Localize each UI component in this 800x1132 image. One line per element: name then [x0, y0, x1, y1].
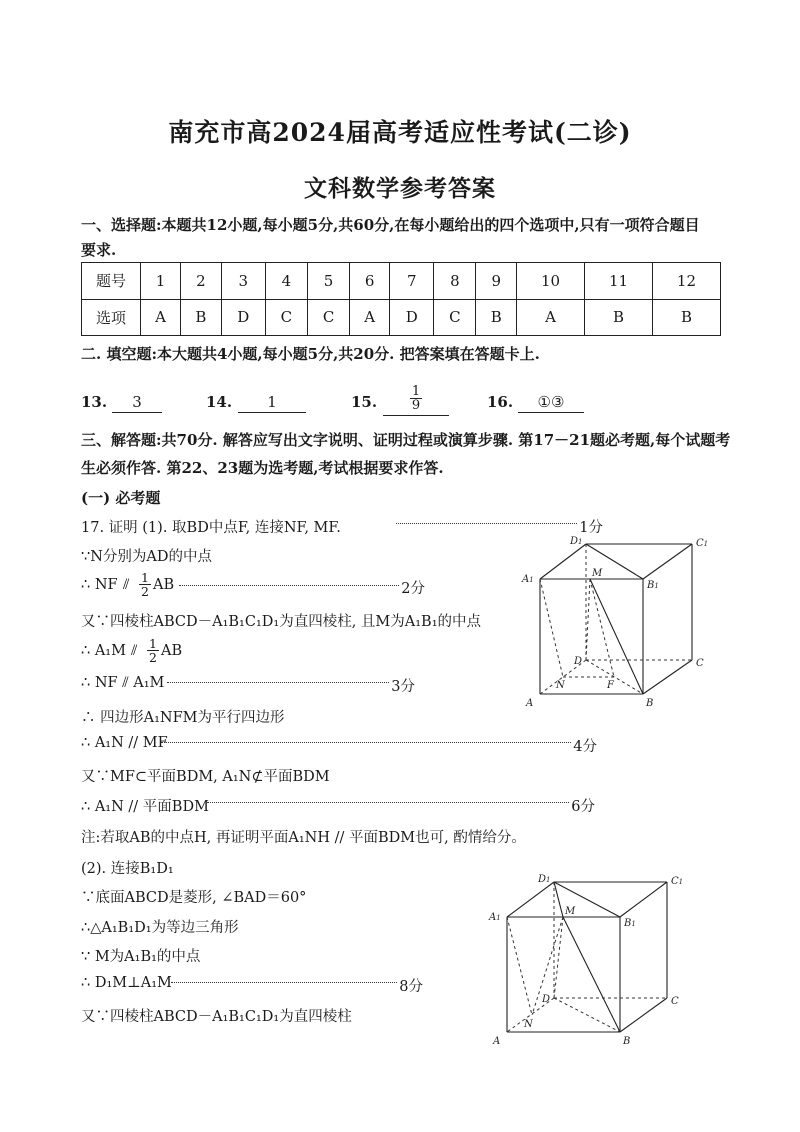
line-md	[586, 579, 590, 660]
fraction-denominator: 2	[149, 650, 157, 665]
q13-label: 13.	[81, 393, 108, 411]
edge-bc	[643, 660, 692, 694]
label-b: B	[646, 698, 654, 709]
label-n: N	[524, 1019, 533, 1030]
label-c: C	[671, 996, 679, 1007]
edge-d1a1	[540, 544, 586, 579]
leader-dots	[167, 682, 389, 683]
line-mf	[590, 579, 614, 677]
q17-line3	[81, 571, 425, 599]
table-cell: C	[434, 299, 476, 336]
label-d1: D1	[538, 874, 551, 885]
table-cell: 5	[307, 263, 349, 300]
table-cell: A	[141, 299, 181, 336]
score: 4分	[573, 739, 597, 755]
line-db	[554, 998, 620, 1032]
fraction-numerator: 1	[149, 636, 157, 651]
table-cell: 4	[265, 263, 307, 300]
q16-answer: ①③	[518, 393, 584, 413]
q17-line10-text: ∴ A₁N // 平面BDM	[81, 799, 209, 815]
q17-p2-line5	[81, 975, 423, 995]
table-cell: 12	[652, 263, 720, 300]
table-cell: 1	[141, 263, 181, 300]
section3-line1: 三、解答题:共70分. 解答应写出文字说明、证明过程或演算步骤. 第17－21题必考题,每个试题考	[81, 431, 731, 449]
leader-dots	[161, 742, 571, 743]
line-d1b1	[554, 882, 620, 917]
q17-p2-line5-text: ∴ D₁M⊥A₁M	[81, 975, 172, 991]
score: 8分	[399, 979, 423, 995]
label-f: F	[607, 680, 614, 691]
line-a1n	[540, 579, 563, 677]
label-a1: A1	[489, 912, 501, 923]
q17-p2-line1: (2). 连接B₁D₁	[81, 861, 174, 877]
page-subtitle: 文科数学参考答案	[304, 175, 496, 202]
q17-p2-line6: 又∵四棱柱ABCD－A₁B₁C₁D₁为直四棱柱	[81, 1009, 352, 1025]
q15-numerator: 1	[411, 384, 421, 399]
table-cell: D	[390, 299, 434, 336]
q14-answer: 1	[238, 393, 306, 413]
table-cell: 10	[517, 263, 585, 300]
q17-line1-text: 17. 证明 (1). 取BD中点F, 连接NF, MF.	[81, 520, 341, 536]
prism-figure-2	[487, 868, 692, 1048]
table-header-cell: 选项	[82, 299, 141, 336]
label-d: D	[542, 994, 551, 1005]
table-cell: B	[181, 299, 222, 336]
section1-line1: 一、选择题:本题共12小题,每小题5分,共60分,在每小题给出的四个选项中,只有一项符合题目	[81, 216, 700, 234]
label-d: D	[574, 656, 583, 667]
edge-b1c1	[620, 882, 667, 917]
table-cell: A	[350, 299, 390, 336]
parallel-equal-sign: ⫽	[123, 577, 130, 593]
label-a: A	[526, 698, 534, 709]
q15-fraction	[410, 385, 422, 412]
q17-line3-post: AB	[153, 577, 175, 593]
table-cell: C	[307, 299, 349, 336]
q15-label: 15.	[351, 393, 378, 411]
q17-line4: 又∵四棱柱ABCD－A₁B₁C₁D₁为直四棱柱, 且M为A₁B₁的中点	[81, 614, 482, 630]
line-a1n	[507, 917, 532, 1015]
q17-line5	[81, 637, 281, 665]
leader-dots	[396, 523, 577, 524]
q14-label: 14.	[206, 393, 233, 411]
label-a: A	[493, 1036, 501, 1047]
q17-line6-text: ∴ NF ⫽ A₁M	[81, 675, 165, 691]
section3-line2: 生必须作答. 第22、23题为选考题,考试根据要求作答.	[81, 459, 444, 477]
q16-label: 16.	[487, 393, 514, 411]
label-d1: D1	[570, 536, 583, 547]
label-c1: C1	[671, 876, 684, 887]
table-cell: 11	[585, 263, 653, 300]
score: 3分	[391, 679, 415, 695]
q17-line8	[81, 735, 597, 755]
line-mb	[590, 579, 643, 694]
line-d1m	[554, 882, 563, 917]
q15-denominator: 9	[411, 398, 421, 413]
label-a1: A1	[522, 574, 534, 585]
table-row-answers	[82, 299, 721, 336]
section2-heading: 二. 填空题:本大题共4小题,每小题5分,共20分. 把答案填在答题卡上.	[81, 345, 540, 363]
fraction-numerator: 1	[141, 570, 149, 585]
half-fraction	[147, 637, 159, 664]
table-cell: B	[585, 299, 653, 336]
q17-line2: ∵N分别为AD的中点	[81, 549, 213, 565]
table-cell: 7	[390, 263, 434, 300]
table-row-numbers	[82, 263, 721, 300]
label-m: M	[565, 906, 576, 917]
label-b: B	[623, 1036, 631, 1047]
table-header-cell: 题号	[82, 263, 141, 300]
q17-note: 注:若取AB的中点H, 再证明平面A₁NH // 平面BDM也可, 酌情给分。	[81, 830, 526, 846]
q17-line5-post: AB	[161, 643, 183, 659]
label-c: C	[696, 658, 704, 669]
line-mb	[563, 917, 620, 1032]
label-b1: B1	[624, 918, 636, 929]
q17-p2-line4: ∵ M为A₁B₁的中点	[81, 949, 201, 965]
table-cell: B	[476, 299, 517, 336]
q17-p2-line3: ∴△A₁B₁D₁为等边三角形	[81, 920, 239, 936]
page-title: 南充市高2024届高考适应性考试(二诊)	[168, 118, 632, 147]
q17-line7: ∴ 四边形A₁NFM为平行四边形	[81, 710, 285, 726]
parallel-equal-sign: ⫽	[131, 643, 138, 659]
half-fraction	[139, 571, 151, 598]
q17-p2-line2: ∵底面ABCD是菱形, ∠BAD＝60°	[81, 890, 307, 906]
label-n: N	[556, 680, 565, 691]
q17-line9: 又∵MF⊂平面BDM, A₁N⊄平面BDM	[81, 769, 330, 785]
q15-answer	[383, 385, 449, 416]
label-b1: B1	[647, 580, 659, 591]
leader-dots	[171, 982, 397, 983]
label-m: M	[592, 568, 603, 579]
table-cell: 3	[221, 263, 265, 300]
table-cell: 2	[181, 263, 222, 300]
edge-d1a1	[507, 882, 554, 917]
q17-line6	[81, 675, 415, 695]
table-cell: 8	[434, 263, 476, 300]
score: 2分	[401, 581, 425, 597]
q17-line8-text: ∴ A₁N // MF	[81, 735, 168, 751]
score: 1分	[579, 520, 603, 536]
leader-dots	[179, 585, 399, 586]
table-cell: 9	[476, 263, 517, 300]
table-cell: C	[265, 299, 307, 336]
edge-bc	[620, 998, 667, 1032]
table-cell: A	[517, 299, 585, 336]
section1-line2: 要求.	[81, 241, 117, 259]
edge-b1c1	[643, 544, 692, 579]
prism-figure-1	[510, 532, 715, 712]
required-heading: (一) 必考题	[81, 489, 161, 507]
q17-line10	[81, 795, 595, 816]
line-md	[554, 917, 563, 998]
q13-answer: 3	[112, 393, 162, 413]
table-cell: D	[221, 299, 265, 336]
label-c1: C1	[696, 538, 709, 549]
answer-table	[81, 262, 721, 336]
fraction-denominator: 2	[141, 584, 149, 599]
table-cell: B	[652, 299, 720, 336]
q17-line5-pre: ∴ A₁M	[81, 643, 126, 659]
table-cell: 6	[350, 263, 390, 300]
score: 6分	[571, 799, 595, 815]
q17-line3-pre: ∴ NF	[81, 577, 118, 593]
leader-dots	[207, 802, 569, 803]
